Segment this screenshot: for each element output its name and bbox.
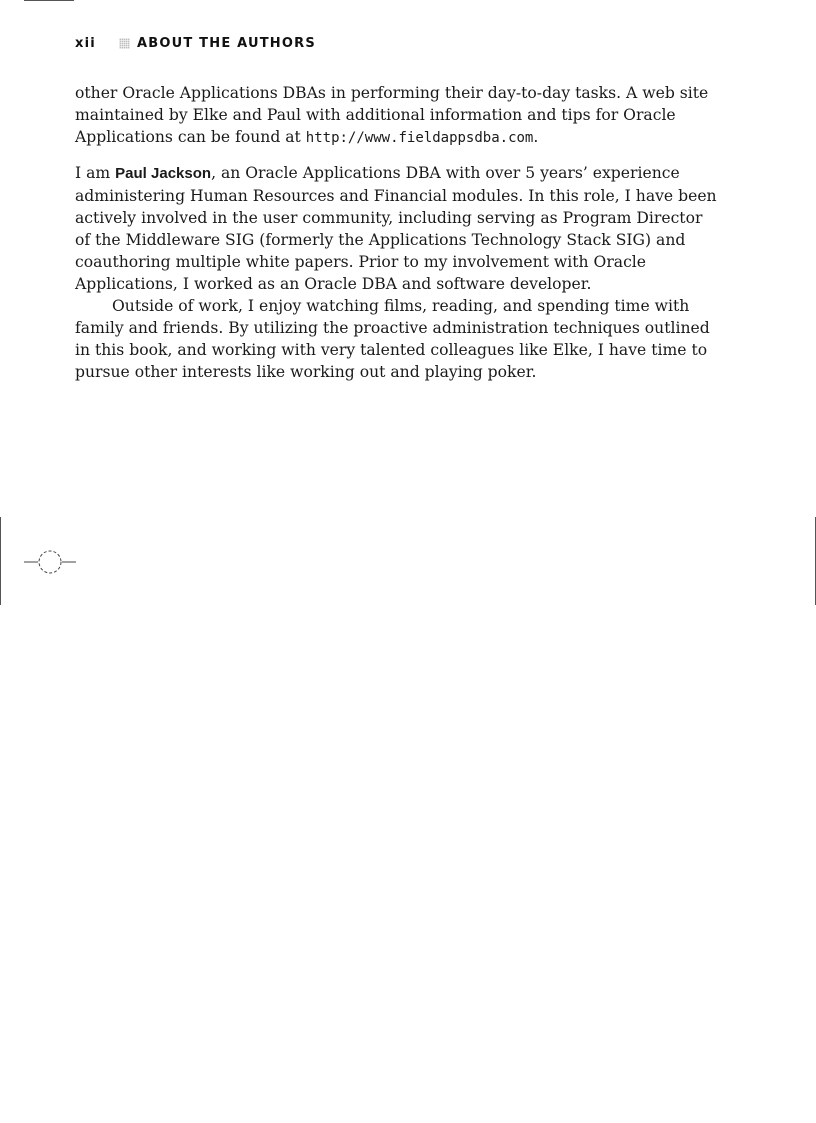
website-url: http://www.fieldappsdba.com <box>305 130 534 146</box>
page-number: xii <box>75 36 96 51</box>
paragraph-prefix: I am <box>75 164 116 182</box>
running-head <box>75 36 316 51</box>
author-name: Paul Jackson <box>115 165 212 182</box>
crop-mark-left <box>0 517 1 605</box>
paragraph-end: . <box>533 128 539 146</box>
section-marker-icon <box>119 38 130 49</box>
section-title: ABOUT THE AUTHORS <box>137 36 316 51</box>
paragraph-text: other Oracle Applications DBAs in performing their day-to-day tasks. A web site maintained by Elke and Paul with additional information and tips for Oracle Applications can be found at <box>75 84 709 146</box>
paragraph-paul-bio <box>75 162 721 295</box>
registration-mark <box>24 549 76 575</box>
paragraph-website <box>75 82 721 149</box>
paragraph-personal: Outside of work, I enjoy watching films, reading, and spending time with family and friends. By utilizing the proactive administration techniques outlined in this book, and working with very talented colleagues like Elke, I have time to pursue other interests like working out and playing poker. <box>75 297 710 381</box>
body-text <box>75 82 721 383</box>
paragraph-text: , an Oracle Applications DBA with over 5 years’ experience administering Human Resources and Financial modules. In this role, I have been actively involved in the user community, including serving as Program Director of the Middleware SIG (formerly the Applications Technology Stack SIG) and coauthoring multiple white papers. Prior to my involvement with Oracle Applications, I worked as an Oracle DBA and software developer. <box>75 164 717 293</box>
crop-mark-top <box>24 0 74 2</box>
